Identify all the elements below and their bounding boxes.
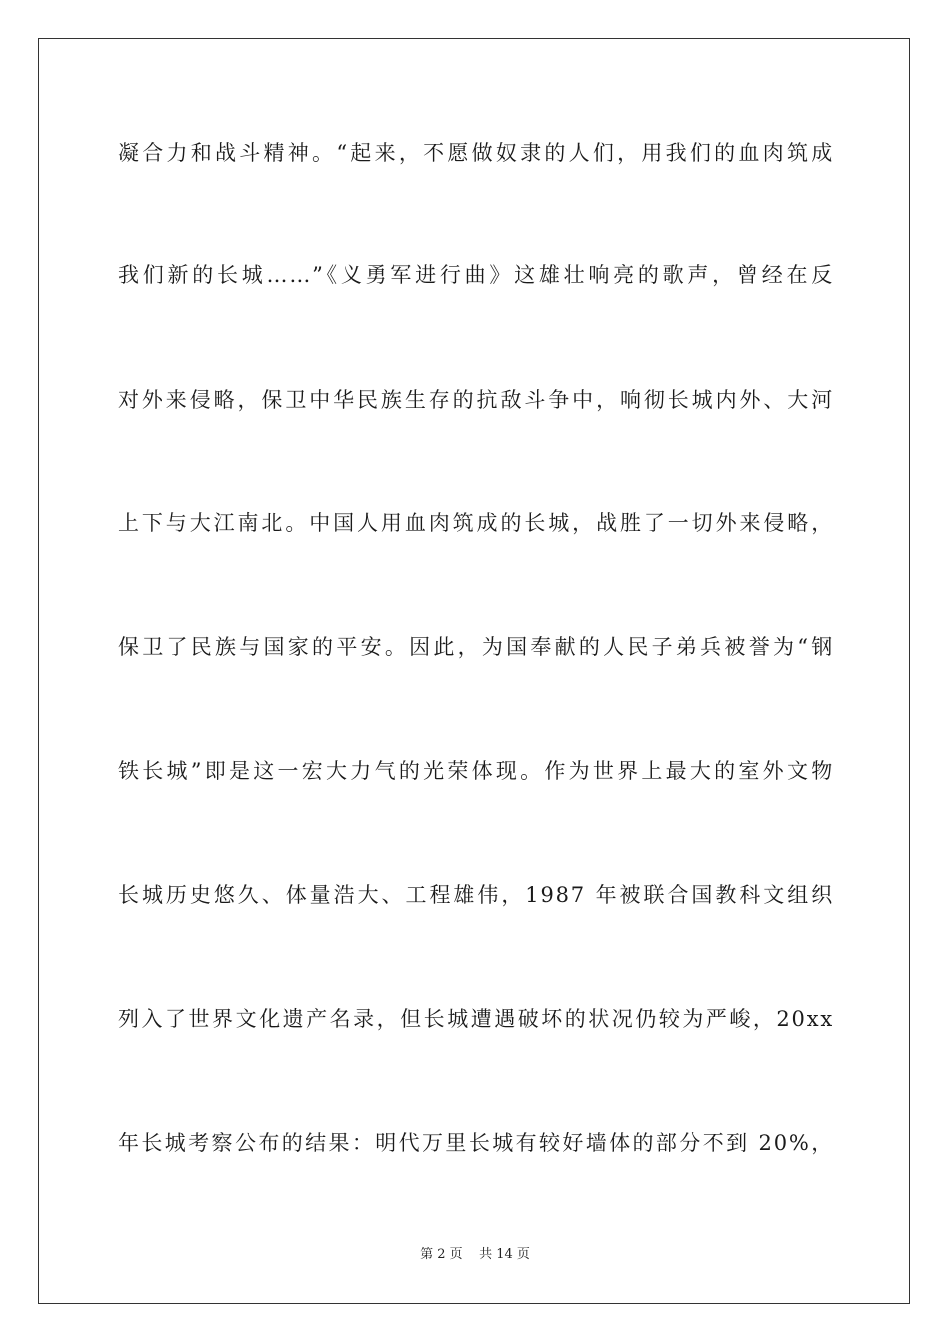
body-line: 上下与大江南北。中国人用血肉筑成的长城，战胜了一切外来侵略， (118, 511, 834, 535)
body-line: 列入了世界文化遗产名录，但长城遭遇破坏的状况仍较为严峻，20xx (118, 1007, 834, 1031)
body-line: 铁长城”即是这一宏大力气的光荣体现。作为世界上最大的室外文物 (118, 759, 834, 783)
body-line: 保卫了民族与国家的平安。因此，为国奉献的人民子弟兵被誉为“钢 (118, 635, 834, 659)
body-line: 凝合力和战斗精神。“起来，不愿做奴隶的人们，用我们的血肉筑成 (118, 141, 834, 165)
page-border (38, 38, 910, 1304)
body-line: 对外来侵略，保卫中华民族生存的抗敌斗争中，响彻长城内外、大河 (118, 388, 834, 412)
body-line: 我们新的长城……”《义勇军进行曲》这雄壮响亮的歌声，曾经在反 (118, 263, 834, 287)
page-number-footer: 第 2 页 共 14 页 (420, 1247, 530, 1262)
body-line: 年长城考察公布的结果：明代万里长城有较好墙体的部分不到 20%， (118, 1131, 834, 1155)
body-line: 长城历史悠久、体量浩大、工程雄伟，1987 年被联合国教科文组织 (118, 883, 834, 907)
